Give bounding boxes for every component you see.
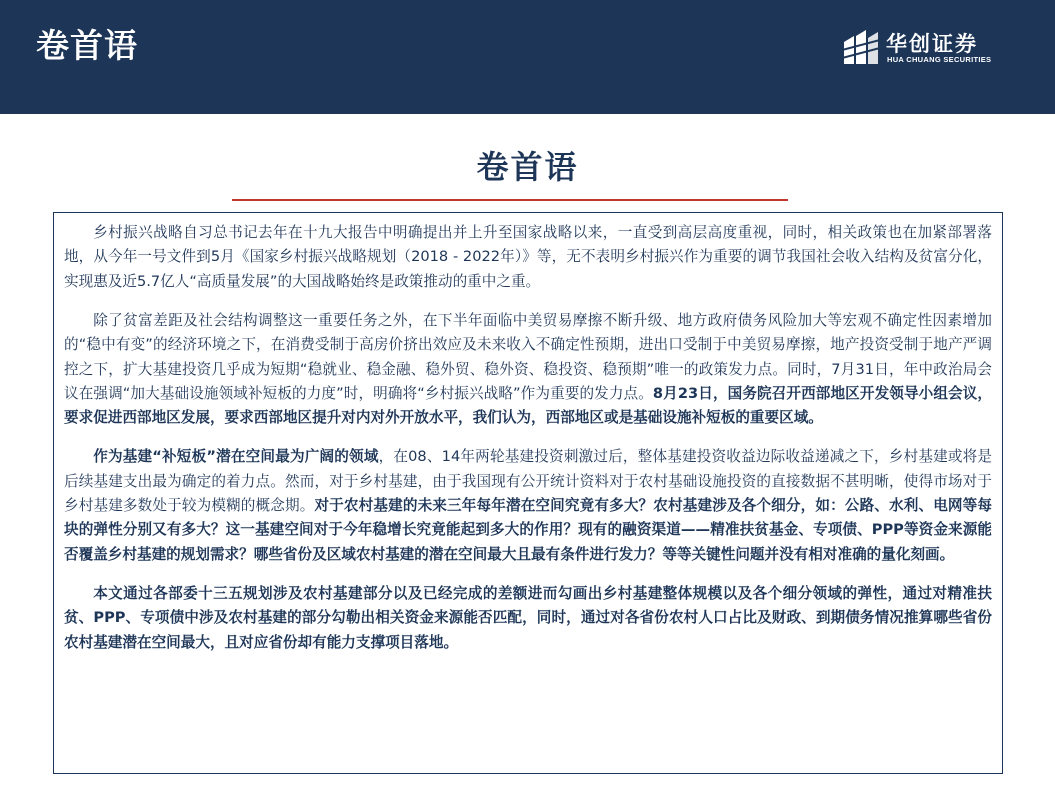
body-paragraph	[64, 445, 992, 567]
title-divider	[232, 199, 788, 201]
page-title: 卷首语	[476, 148, 579, 186]
body-paragraph	[64, 221, 992, 294]
content-box	[53, 212, 1003, 774]
header-bar	[0, 0, 1055, 114]
text-segment: 乡村振兴战略自习总书记去年在十九大报告中明确提出并上升至国家战略以来，一直受到高层高度重视，同时，相关政策也在加紧部署落地，从今年一号文件到5月《国家乡村振兴战略规划（2018 - 2022年）》等，无不表明乡村振兴作为重要的调节我国社会收入结构及贫富分化，实现惠及近5.7亿人“高质量发展”的大国战略始终是政策推动的重中之重。	[64, 224, 992, 290]
text-segment: 除了贫富差距及社会结构调整这一重要任务之外，在下半年面临中美贸易摩擦不断升级、地方政府债务风险加大等宏观不确定性因素增加的“稳中有变”的经济环境之下，在消费受制于高房价挤出效应及未来收入不确定性预期，进出口受制于中美贸易摩擦，地产投资受制于地产严调控之下，扩大基建投资几乎成为短期“稳就业、稳金融、稳外贸、稳外资、稳投资、稳预期”唯一的政策发力点。同时，7月31日，年中政治局会议在强调“加大基础设施领域补短板的力度”时，明确将“乡村振兴战略”作为重要的发力点。	[64, 311, 992, 402]
hua-chuang-logo-mark-icon	[842, 28, 880, 66]
bold-text-segment: 作为基建“补短板”潜在空间最为广阔的领域	[93, 448, 379, 466]
bold-text-segment: 对于农村基建的未来三年每年潜在空间究竟有多大？农村基建涉及各个细分，如：公路、水利、电网等每块的弹性分别又有多大？这一基建空间对于今年稳增长究竟能起到多大的作用？现有的融资渠道——精准扶贫基金、专项债、PPP等资金来源能否覆盖乡村基建的规划需求？哪些省份及区域农村基建的潜在空间最大且最有条件进行发力？等等关键性问题并没有相对准确的量化刻画。	[64, 497, 992, 563]
bold-text-segment: 本文通过各部委十三五规划涉及农村基建部分以及已经完成的差额进而勾画出乡村基建整体规模以及各个细分领域的弹性，通过对精准扶贫、PPP、专项债中涉及农村基建的部分勾勒出相关资金来源能否匹配，同时，通过对各省份农村人口占比及财政、到期债务情况推算哪些省份农村基建潜在空间最大，且对应省份却有能力支撑项目落地。	[64, 584, 992, 651]
brand-name-en: HUA CHUANG SECURITIES	[887, 55, 992, 64]
header-title: 卷首语	[36, 26, 138, 65]
brand-name-cn: 华创证券	[886, 32, 978, 56]
brand-logo	[842, 28, 1002, 70]
body-paragraph	[64, 582, 992, 655]
text-segment: ，在08、14年两轮基建投资刺激过后，整体基建投资收益边际收益递减之下，乡村基建或将是后续基建支出最为确定的着力点。然而，对于乡村基建，由于我国现有公开统计资料对于农村基础设施投资的直接数据不甚明晰，使得市场对于乡村基建多数处于较为模糊的概念期。	[64, 448, 992, 515]
bold-text-segment: 8月23日，国务院召开西部地区开发领导小组会议，要求促进西部地区发展，要求西部地区提升对内对外开放水平，我们认为，西部地区或是基础设施补短板的重要区域。	[64, 384, 993, 427]
body-paragraph	[64, 309, 992, 431]
